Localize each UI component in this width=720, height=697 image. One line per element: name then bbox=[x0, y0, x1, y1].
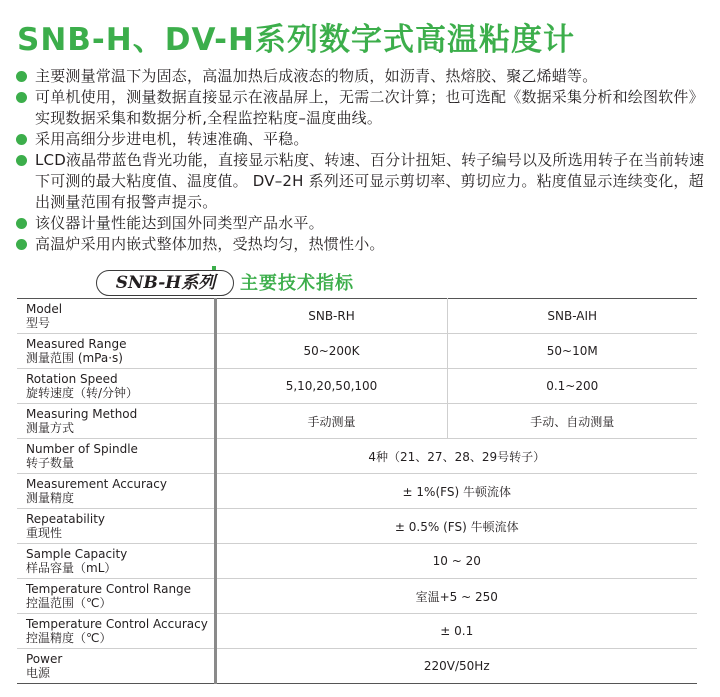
spec-label-en: Number of Spindle bbox=[26, 442, 138, 456]
series-badge: SNB-H系列 bbox=[115, 273, 216, 293]
spec-value-rh: 5,10,20,50,100 bbox=[215, 369, 447, 404]
bullet-dot-icon bbox=[16, 92, 27, 103]
spec-section-title: 主要技术指标 bbox=[240, 273, 354, 294]
feature-item bbox=[16, 66, 706, 87]
spec-label bbox=[17, 649, 215, 684]
spec-label bbox=[17, 544, 215, 579]
spec-value: 室温+5 ~ 250 bbox=[215, 579, 697, 614]
feature-item bbox=[16, 234, 706, 255]
spec-label bbox=[17, 439, 215, 474]
bullet-dot-icon bbox=[16, 134, 27, 145]
spec-label-en: Rotation Speed bbox=[26, 372, 118, 386]
spec-label-en: Temperature Control Accuracy bbox=[26, 617, 208, 631]
spec-row bbox=[17, 474, 697, 509]
spec-row bbox=[17, 614, 697, 649]
feature-text: 可单机使用，测量数据直接显示在液晶屏上，无需二次计算；也可选配《数据采集分析和绘图软件》实现数据采集和数据分析,全程监控粘度–温度曲线。 bbox=[35, 88, 704, 127]
spec-label-en: Measurement Accuracy bbox=[26, 477, 167, 491]
spec-label bbox=[17, 369, 215, 404]
bullet-dot-icon bbox=[16, 218, 27, 229]
feature-item bbox=[16, 150, 706, 213]
spec-label-zh: 型号 bbox=[26, 316, 51, 330]
spec-row bbox=[17, 369, 697, 404]
spec-label bbox=[17, 474, 215, 509]
spec-label-zh: 控温范围（℃） bbox=[26, 596, 112, 610]
spec-row bbox=[17, 439, 697, 474]
feature-item bbox=[16, 87, 706, 129]
feature-text: 高温炉采用内嵌式整体加热，受热均匀，热惯性小。 bbox=[35, 235, 385, 253]
page-title: SNB-H、DV-H系列数字式高温粘度计 bbox=[17, 22, 575, 58]
spec-label-en: Repeatability bbox=[26, 512, 106, 526]
spec-value-rh: SNB-RH bbox=[215, 299, 447, 334]
spec-value: 10 ~ 20 bbox=[215, 544, 697, 579]
spec-value-aih: 手动、自动测量 bbox=[447, 404, 697, 439]
feature-text: LCD液晶带蓝色背光功能，直接显示粘度、转速、百分计扭矩、转子编号以及所选用转子在当前转速下可测的最大粘度值、温度值。 DV–2H 系列还可显示剪切率、剪切应力。粘度值显示连续变化，超出测量范围有报警声提示。 bbox=[35, 151, 705, 211]
spec-label-en: Temperature Control Range bbox=[26, 582, 192, 596]
spec-label-zh: 重现性 bbox=[26, 526, 63, 540]
spec-label-en: Model bbox=[26, 302, 63, 316]
spec-value: ± 0.5% (FS) 牛顿流体 bbox=[215, 509, 697, 544]
spec-value-aih: 50~10M bbox=[447, 334, 697, 369]
spec-label-zh: 电源 bbox=[26, 666, 51, 680]
bullet-dot-icon bbox=[16, 71, 27, 82]
spec-label-en: Power bbox=[26, 652, 63, 666]
spec-label-en: Sample Capacity bbox=[26, 547, 128, 561]
spec-value: ± 0.1 bbox=[215, 614, 697, 649]
spec-row bbox=[17, 334, 697, 369]
spec-label-zh: 控温精度（℃） bbox=[26, 631, 112, 645]
spec-table bbox=[17, 298, 697, 684]
spec-label-zh: 转子数量 bbox=[26, 456, 75, 470]
feature-text: 该仪器计量性能达到国外同类型产品水平。 bbox=[35, 214, 324, 232]
spec-value: 4种（21、27、28、29号转子） bbox=[215, 439, 697, 474]
spec-row bbox=[17, 404, 697, 439]
spec-value: ± 1%(FS) 牛顿流体 bbox=[215, 474, 697, 509]
feature-item bbox=[16, 129, 706, 150]
spec-label-zh: 测量精度 bbox=[26, 491, 75, 505]
spec-value-rh: 50~200K bbox=[215, 334, 447, 369]
spec-label-en: Measured Range bbox=[26, 337, 127, 351]
spec-row bbox=[17, 544, 697, 579]
spec-label bbox=[17, 614, 215, 649]
spec-row bbox=[17, 299, 697, 334]
spec-value-aih: SNB-AIH bbox=[447, 299, 697, 334]
spec-value-aih: 0.1~200 bbox=[447, 369, 697, 404]
spec-label bbox=[17, 404, 215, 439]
bullet-dot-icon bbox=[16, 155, 27, 166]
spec-label bbox=[17, 299, 215, 334]
feature-list bbox=[16, 66, 706, 255]
spec-label-zh: 旋转速度（转/分钟） bbox=[26, 386, 139, 400]
spec-label bbox=[17, 334, 215, 369]
spec-row bbox=[17, 579, 697, 614]
feature-text: 主要测量常温下为固态，高温加热后成液态的物质，如沥青、热熔胶、聚乙烯蜡等。 bbox=[35, 67, 598, 85]
spec-label bbox=[17, 509, 215, 544]
spec-label-zh: 测量方式 bbox=[26, 421, 75, 435]
spec-label-zh: 测量范围 (mPa·s) bbox=[26, 351, 123, 365]
spec-label bbox=[17, 579, 215, 614]
feature-text: 采用高细分步进电机，转速准确、平稳。 bbox=[35, 130, 309, 148]
spec-row bbox=[17, 509, 697, 544]
feature-item bbox=[16, 213, 706, 234]
spec-label-zh: 样品容量（mL） bbox=[26, 561, 117, 575]
spec-label-en: Measuring Method bbox=[26, 407, 138, 421]
spec-value-rh: 手动测量 bbox=[215, 404, 447, 439]
spec-value: 220V/50Hz bbox=[215, 649, 697, 684]
spec-row bbox=[17, 649, 697, 684]
bullet-dot-icon bbox=[16, 239, 27, 250]
